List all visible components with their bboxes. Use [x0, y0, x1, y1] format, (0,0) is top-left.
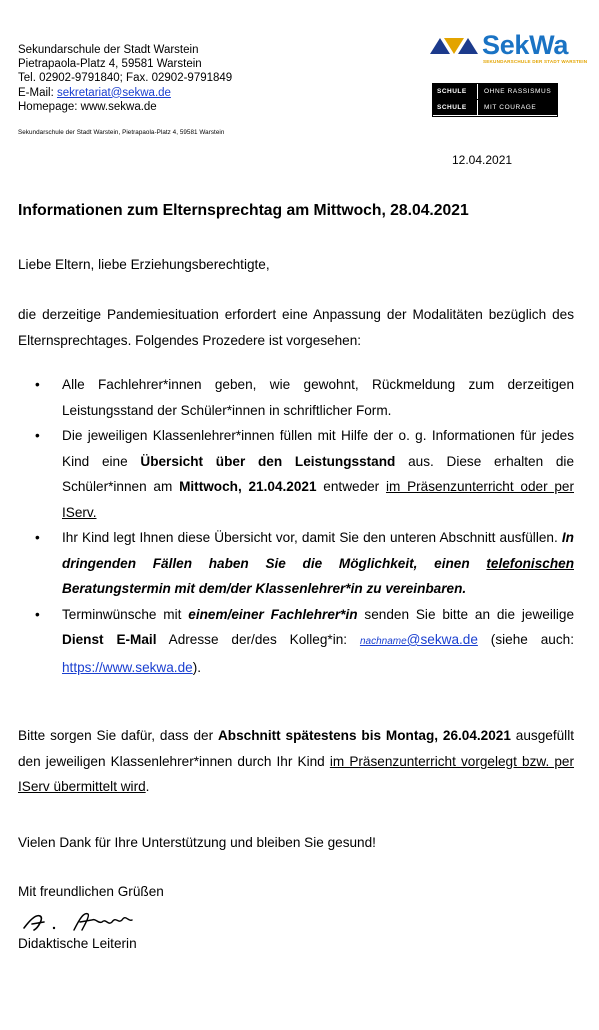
- bullet-icon: •: [35, 428, 40, 443]
- bullet-4-text: senden Sie bitte an die jeweilige: [357, 606, 574, 622]
- deadline-bold: Abschnitt spätestens bis Montag, 26.04.2021: [217, 728, 511, 743]
- regards-line: Mit freundlichen Grüßen: [18, 884, 164, 899]
- badge-row1-right: OHNE RASSISMUS: [477, 84, 557, 99]
- deadline-text: ausgefüllt den jeweiligen Klassenlehrer*innen durch Ihr Kind: [18, 728, 574, 769]
- bullet-1-text: Alle Fachlehrer*innen geben, wie gewohnt, Rückmeldung zum derzeitigen Leistungsstand der Schüler*innen in schriftlicher Form.: [62, 377, 574, 418]
- procedure-list: [18, 372, 574, 680]
- bullet-4-text: Adresse der/des Kolleg*in:: [156, 632, 360, 647]
- bullet-icon: •: [35, 377, 40, 392]
- schule-ohne-rassismus-badge: [432, 83, 558, 117]
- thanks-line: Vielen Dank für Ihre Unterstützung und bleiben Sie gesund!: [18, 835, 376, 850]
- logo-mark-icon: [430, 32, 482, 62]
- sender-street: Pietrapaola-Platz 4, 59581 Warstein: [18, 58, 202, 71]
- greeting: Liebe Eltern, liebe Erziehungsberechtigte,: [18, 257, 270, 272]
- deadline-paragraph: [18, 723, 574, 800]
- letter-date: 12.04.2021: [452, 153, 513, 167]
- bullet-4-emphasis: einem/einer Fachlehrer*in: [188, 606, 358, 622]
- logo-text: SekWa: [482, 30, 569, 60]
- sender-email-line: [18, 86, 232, 100]
- deadline-text: .: [145, 779, 150, 794]
- list-item: [18, 525, 574, 602]
- bullet-3-text: Ihr Kind legt Ihnen diese Übersicht vor, damit Sie den unteren Abschnitt ausfüllen.: [62, 530, 562, 545]
- list-item: [18, 602, 574, 681]
- staff-email-link[interactable]: [360, 632, 478, 647]
- bullet-2-bold: Übersicht über den Leistungsstand: [140, 453, 396, 469]
- return-address-line: Sekundarschule der Stadt Warstein, Pietrapaola-Platz 4, 59581 Warstein: [18, 129, 225, 136]
- bullet-2-text: entweder: [316, 479, 386, 494]
- signatory-role: Didaktische Leiterin: [18, 936, 137, 951]
- deadline-text: Bitte sorgen Sie dafür, dass der: [18, 728, 218, 743]
- email-name-placeholder: nachname: [359, 636, 407, 647]
- badge-row2-right: MIT COURAGE: [477, 100, 557, 115]
- bullet-3-emphasis: In dringenden Fällen haben Sie die Möglichkeit, einen: [62, 530, 574, 571]
- intro-paragraph: die derzeitige Pandemiesituation erfordert eine Anpassung der Modalitäten bezüglich des Elternsprechtages. Folgendes Prozedere ist vorgesehen:: [18, 307, 574, 348]
- sender-homepage: Homepage: www.sekwa.de: [18, 100, 157, 113]
- letter-heading: Informationen zum Elternsprechtag am Mittwoch, 28.04.2021: [18, 202, 469, 219]
- logo-subtitle: SEKUNDARSCHULE DER STADT WARSTEIN: [483, 59, 588, 64]
- badge-row-2: [433, 99, 557, 115]
- email-link[interactable]: sekretariat@sekwa.de: [56, 86, 171, 99]
- bullet-2-underline: im Präsenzunterricht oder per IServ.: [62, 479, 574, 520]
- email-domain: @sekwa.de: [406, 632, 478, 647]
- bullet-icon: •: [35, 606, 40, 622]
- website-link[interactable]: https://www.sekwa.de: [62, 659, 193, 675]
- deadline-underline: im Präsenzunterricht vorgelegt bzw. per IServ übermittelt wird: [18, 753, 574, 794]
- sender-phone: Tel. 02902-9791840; Fax. 02902-9791849: [18, 72, 233, 85]
- sender-address: [18, 43, 232, 114]
- badge-row1-left: SCHULE: [433, 84, 477, 99]
- list-item: [18, 423, 574, 525]
- sekwa-logo: [430, 30, 590, 70]
- badge-row-1: [433, 84, 557, 99]
- bullet-2-date: Mittwoch, 21.04.2021: [179, 479, 317, 494]
- badge-row2-left: SCHULE: [433, 100, 477, 115]
- bullet-4-text: (siehe auch:: [477, 632, 574, 647]
- bullet-2-text: aus. Diese erhalten die Schüler*innen am: [62, 453, 574, 494]
- bullet-3-emphasis-end: Beratungstermin mit dem/der Klassenlehrer*in zu vereinbaren.: [62, 581, 467, 596]
- sender-name: Sekundarschule der Stadt Warstein: [18, 44, 199, 56]
- bullet-2-text: Die jeweiligen Klassenlehrer*innen füllen mit Hilfe der o. g. Informationen für jedes Kind eine: [62, 428, 574, 469]
- list-item: [18, 372, 574, 423]
- bullet-4-dienst-email: Dienst E-Mail: [62, 632, 157, 647]
- bullet-icon: •: [35, 530, 40, 545]
- email-label: E-Mail:: [18, 86, 57, 99]
- bullet-4-text: Terminwünsche mit: [62, 606, 189, 622]
- bullet-3-telefonisch: telefonischen: [486, 555, 574, 571]
- bullet-4-text: ).: [192, 659, 202, 675]
